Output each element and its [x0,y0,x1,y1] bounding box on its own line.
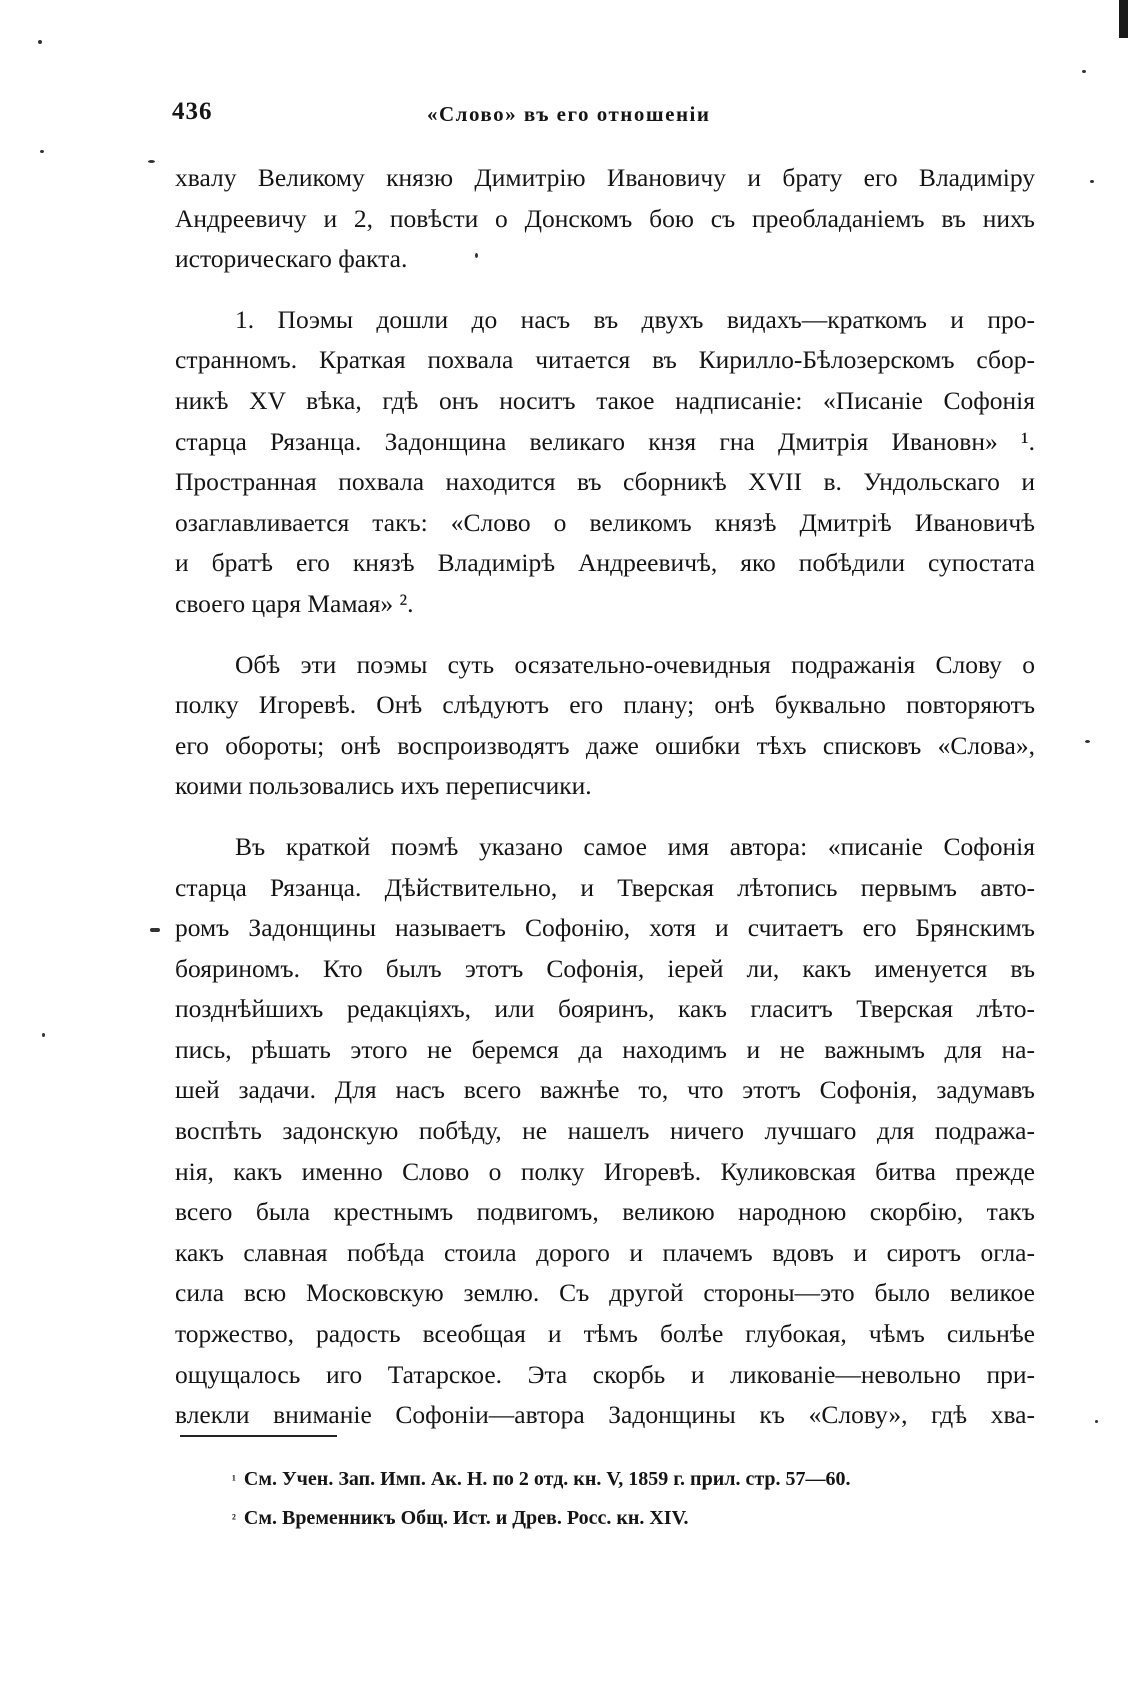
text-line: и братѣ его князѣ Владимірѣ Андреевичѣ, яко побѣдили супостата [175,548,1035,578]
text-line: странномъ. Краткая похвала читается въ Кирилло-Бѣлозерскомъ сбор- [175,345,1035,375]
scan-speck [38,40,42,44]
scan-speck [42,1033,45,1037]
scan-speck [1082,70,1086,73]
text-line: полку Игоревѣ. Онѣ слѣдуютъ его плану; онѣ буквально повторяютъ [175,690,1035,720]
scan-speck [475,253,478,258]
footnote [232,1460,1052,1499]
text-line: всего была крестнымъ подвигомъ, великою народною скорбію, такъ [175,1197,1035,1227]
body-text [175,158,1035,1436]
text-line: шей задачи. Для насъ всего важнѣе то, что этотъ Софонія, задумавъ [175,1075,1035,1105]
page-edge-mark [1119,0,1128,38]
footnote-text: См. Временникъ Общ. Ист. и Древ. Росс. кн. XIV. [243,1507,689,1529]
scan-speck [1095,1420,1098,1423]
text-line: Андреевичу и 2, повѣсти о Донскомъ бою съ преобладаніемъ въ нихъ [175,203,1035,233]
scan-speck [150,928,160,932]
text-line: озаглавливается такъ: «Слово о великомъ князѣ Дмитріѣ Ивановичѣ [175,507,1035,537]
footnote-rule [180,1435,337,1437]
running-head: «Слово» въ его отношеніи [427,102,711,126]
text-line: сила всю Московскую землю. Съ другой стороны—это было великое [175,1278,1035,1308]
text-line: историческаго факта. [175,244,408,274]
text-line: влекли вниманіе Софоніи—автора Задонщины къ «Слову», гдѣ хва- [175,1400,1035,1430]
page-number: 436 [172,98,213,125]
footnotes [232,1460,1052,1538]
footnote-mark: ¹ [232,1472,236,1487]
scan-speck [40,150,44,153]
scan-speck [1090,180,1094,183]
text-line: какъ славная побѣда стоила дорого и плачемъ вдовъ и сиротъ огла- [175,1237,1035,1267]
text-line: 1. Поэмы дошли до насъ въ двухъ видахъ—краткомъ и про- [235,304,1035,334]
text-line: Пространная похвала находится въ сборникѣ XVII в. Ундольскаго и [175,467,1035,497]
footnote [232,1499,1052,1538]
text-line: торжество, радость всеобщая и тѣмъ болѣе глубокая, чѣмъ сильнѣе [175,1319,1035,1349]
text-line: Въ краткой поэмѣ указано самое имя автора: «писаніе Софонія [235,831,1035,861]
scan-speck [148,160,155,163]
text-line: Обѣ эти поэмы суть осязательно-очевидныя подражанія Слову о [235,649,1035,679]
text-line: никѣ XV вѣка, гдѣ онъ носитъ такое надписаніе: «Писаніе Софонія [175,385,1035,415]
text-line: бояриномъ. Кто былъ этотъ Софонія, іерей ли, какъ именуется въ [175,953,1035,983]
footnote-text: См. Учен. Зап. Имп. Ак. Н. по 2 отд. кн. V, 1859 г. прил. стр. 57—60. [243,1468,851,1490]
scan-speck [1085,740,1090,743]
text-line: его обороты; онѣ воспроизводятъ даже ошибки тѣхъ списковъ «Слова», [175,730,1035,760]
text-line: коими пользовались ихъ переписчики. [175,771,592,801]
text-line: пись, рѣшать этого не беремся да находимъ и не важнымъ для на- [175,1034,1035,1064]
text-line: своего царя Мамая» ². [175,588,414,618]
text-line: хвалу Великому князю Димитрію Ивановичу и брату его Владиміру [175,163,1035,192]
text-line: ощущалось иго Татарское. Эта скорбь и ликованіе—невольно при- [175,1359,1035,1389]
text-line: старца Рязанца. Задонщина великаго кнзя гна Дмитрія Ивановн» ¹. [175,426,1035,456]
text-line: воспѣть задонскую побѣду, не нашелъ ничего лучшаго для подража- [175,1116,1035,1146]
page-header [172,98,792,134]
text-line: ромъ Задонщины называетъ Софонію, хотя и считаетъ его Брянскимъ [175,913,1035,943]
text-line: позднѣйшихъ редакціяхъ, или бояринъ, какъ гласитъ Тверская лѣто- [175,994,1035,1024]
text-line: старца Рязанца. Дѣйствительно, и Тверская лѣтопись первымъ авто- [175,872,1035,902]
footnote-mark: ² [232,1511,236,1526]
text-line: нія, какъ именно Слово о полку Игоревѣ. Куликовская битва прежде [175,1156,1035,1186]
